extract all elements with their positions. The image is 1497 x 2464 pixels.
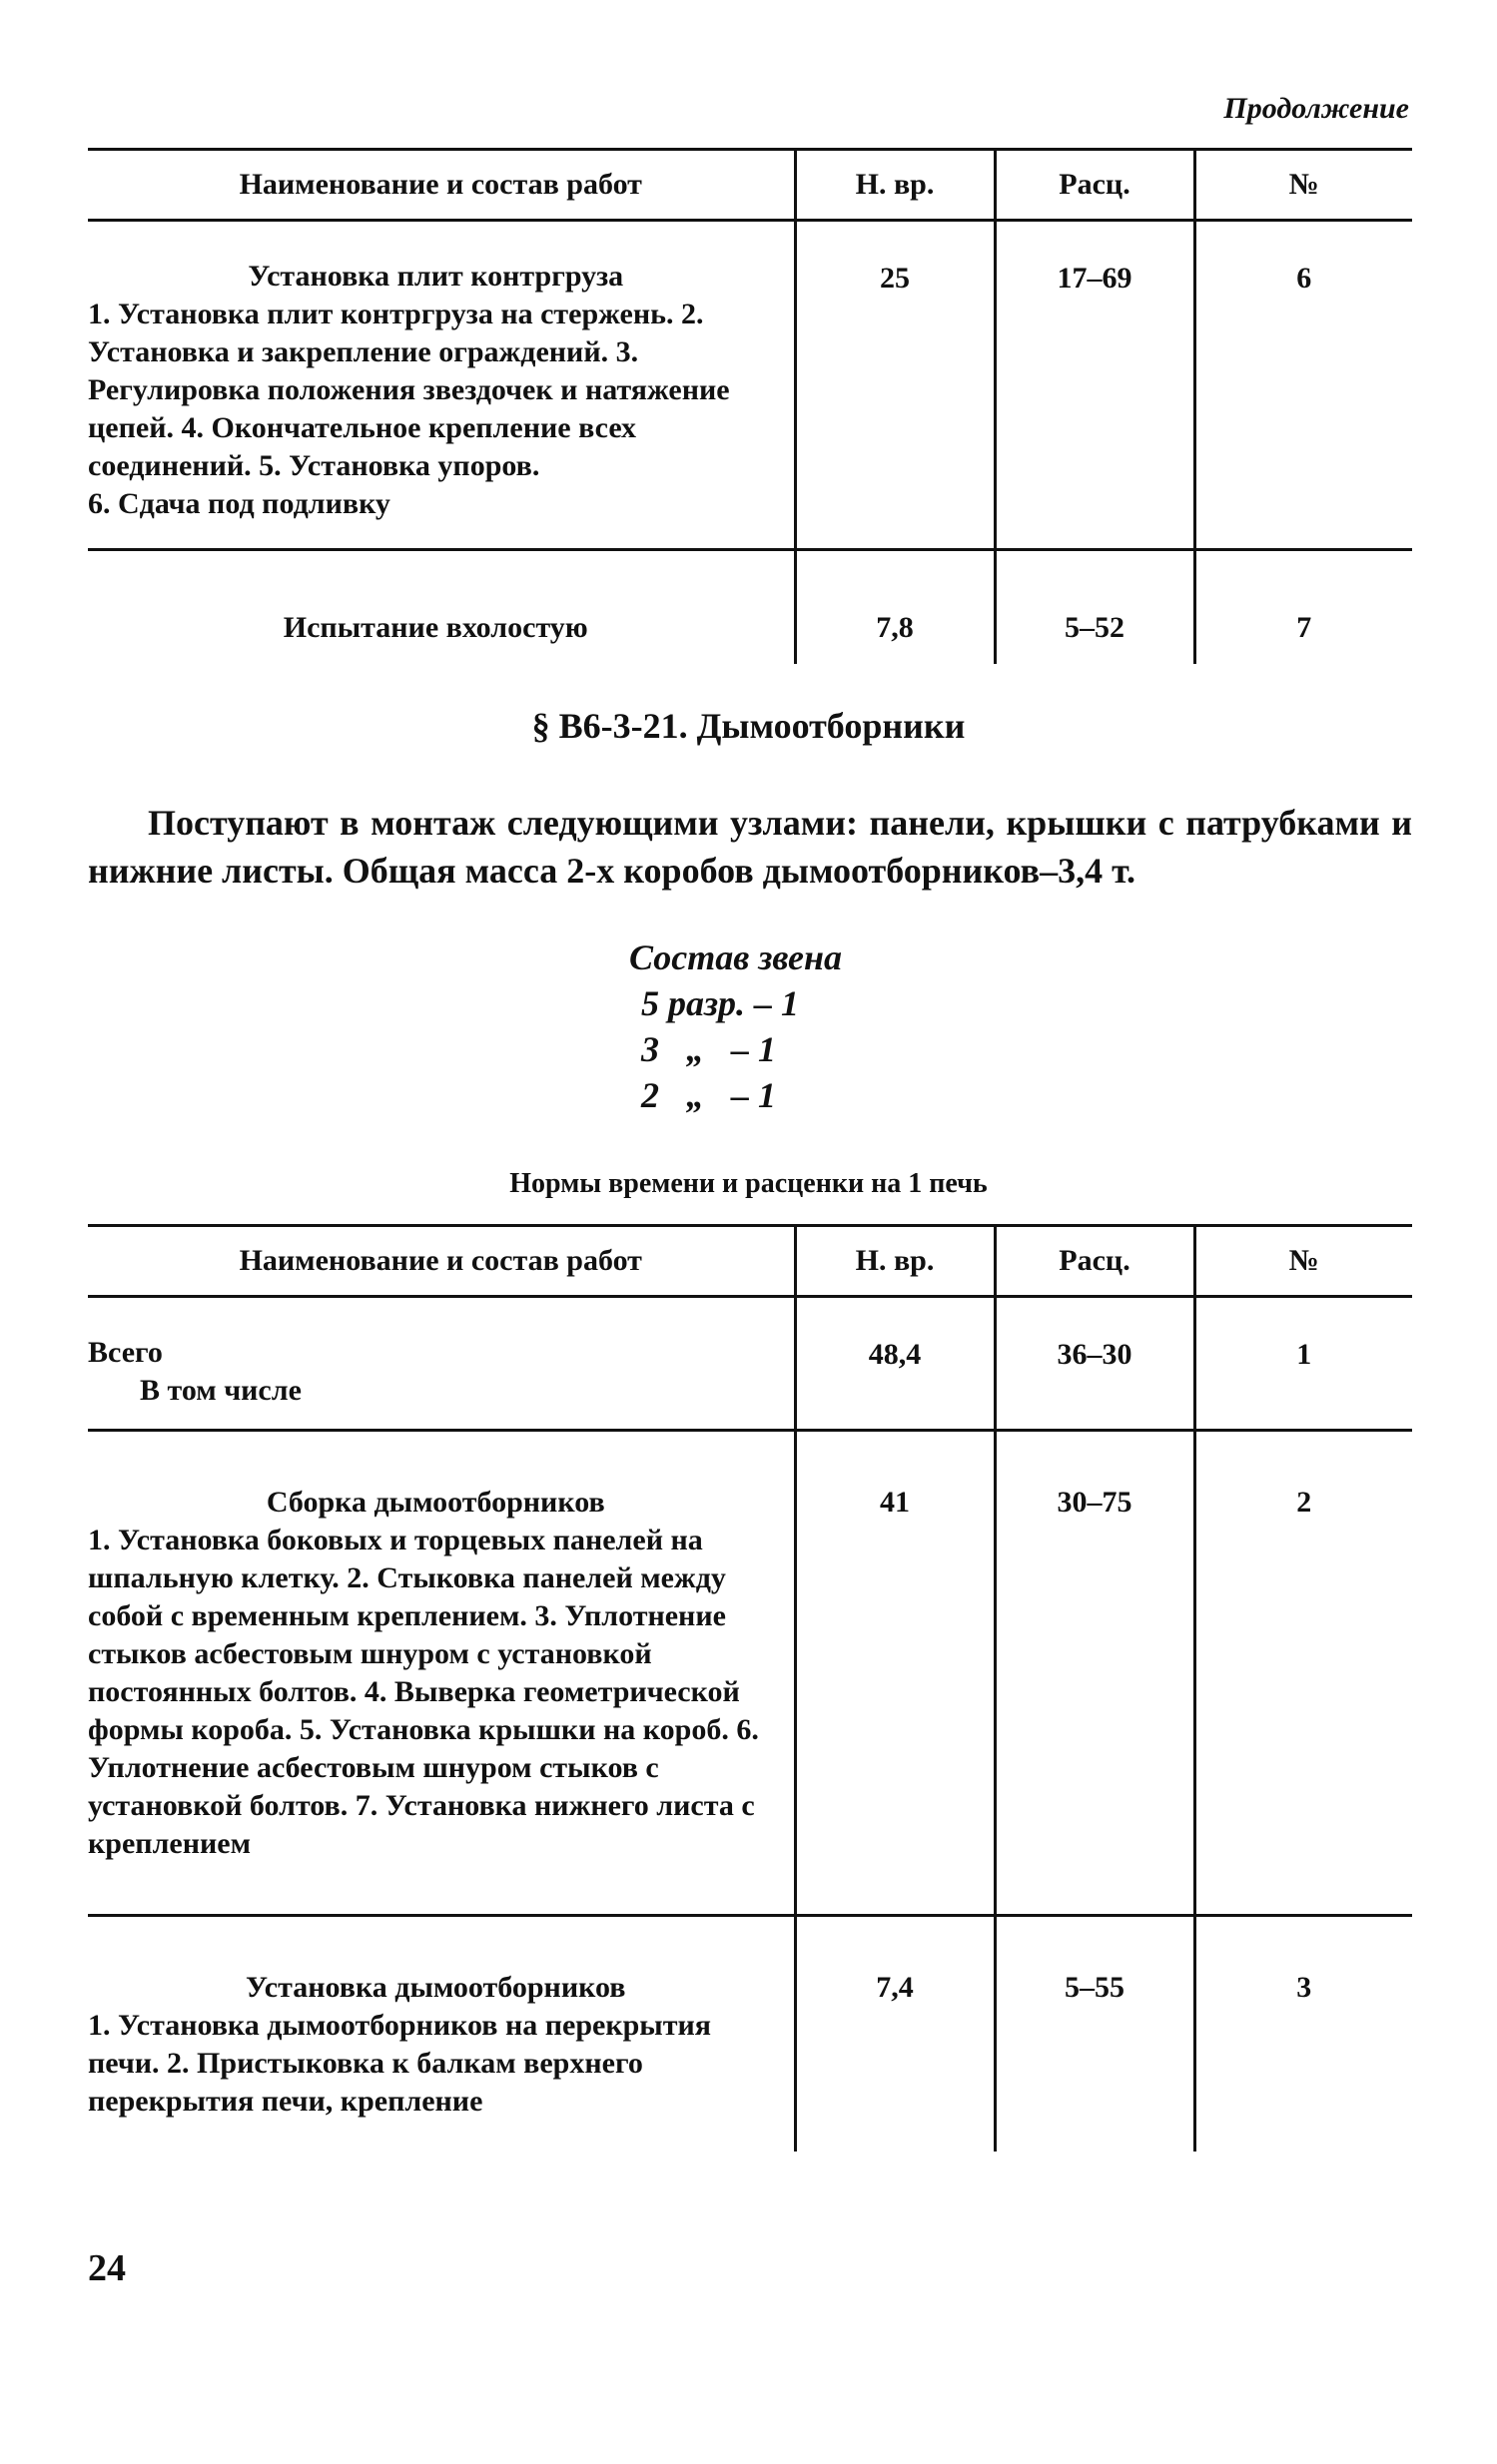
header-number: № (1194, 1226, 1412, 1297)
work-description-tail: 6. Сдача под подливку (88, 487, 390, 520)
rate-cell: 5–55 (995, 1916, 1194, 2152)
crew-line: 3 „ – 1 (641, 1029, 776, 1069)
number-cell: 7 (1194, 550, 1412, 664)
header-rate: Расц. (995, 1226, 1194, 1297)
table-row (88, 1431, 1412, 1916)
crew-composition (629, 934, 889, 1118)
table-header-row (88, 1226, 1412, 1297)
crew-title: Состав звена (629, 937, 842, 977)
time-norm-cell: 7,8 (795, 550, 995, 664)
number-cell: 3 (1194, 1916, 1412, 2152)
time-norm-cell: 25 (795, 221, 995, 550)
work-cell (88, 1916, 795, 2152)
section-title: § В6-3-21. Дымоотборники (531, 706, 966, 746)
time-norm-cell: 48,4 (795, 1297, 995, 1431)
number-cell: 2 (1194, 1431, 1412, 1916)
time-norm-cell: 7,4 (795, 1916, 995, 2152)
header-time-norm: Н. вр. (795, 1226, 995, 1297)
work-description: 1. Установка плит контргруза на стержень. 2. Установка и закрепление ограждений. 3. Регулировка положения звездочек и натяжение цепей. 4. Окончательное крепление всех соединений. 5. Установка упоров. (88, 298, 730, 482)
work-title: Установка дымоотборников (246, 1971, 626, 2004)
work-title: Установка плит контргруза (248, 260, 624, 293)
work-cell (88, 1431, 795, 1916)
header-name: Наименование и состав работ (88, 150, 795, 221)
work-description: 1. Установка дымоотборников на перекрытия печи. 2. Пристыковка к балкам верхнего перекрытия печи, крепление (88, 2009, 711, 2118)
work-cell (88, 221, 795, 550)
table-header-row (88, 150, 1412, 221)
subtotal-label: В том числе (140, 1374, 302, 1407)
header-time-norm: Н. вр. (795, 150, 995, 221)
page-number: 24 (88, 2247, 126, 2289)
header-name: Наименование и состав работ (88, 1226, 795, 1297)
intro-paragraph: Поступают в монтаж следующими узлами: панели, крышки с патрубками и нижние листы. Общая масса 2-х коробов дымоотборников–3,4 т. (88, 803, 1412, 891)
table-row (88, 1916, 1412, 2152)
work-description: 1. Установка боковых и торцевых панелей на шпальную клетку. 2. Стыковка панелей между собой с временным креплением. 3. Уплотнение стыков асбестовым шнуром с установкой постоянных болтов. 4. Выверка геометрической формы короба. 5. Установка крышки на короб. 6. Уплотнение асбестовым шнуром стыков с установкой болтов. 7. Установка нижнего листа с креплением (88, 1524, 759, 1860)
table-row (88, 550, 1412, 664)
work-title: Сборка дымоотборников (266, 1486, 605, 1519)
work-cell (88, 1297, 795, 1431)
work-cell (88, 550, 795, 664)
norms-table-continued (88, 148, 1412, 664)
rate-cell: 17–69 (995, 221, 1194, 550)
norms-table (88, 1224, 1412, 2152)
crew-line: 5 разр. – 1 (641, 983, 800, 1023)
table-caption: Нормы времени и расценки на 1 печь (509, 1168, 988, 1199)
total-label: Всего (88, 1336, 163, 1369)
time-norm-cell: 41 (795, 1431, 995, 1916)
work-title: Испытание вхолостую (283, 611, 588, 644)
rate-cell: 30–75 (995, 1431, 1194, 1916)
table-row (88, 221, 1412, 550)
rate-cell: 36–30 (995, 1297, 1194, 1431)
header-number: № (1194, 150, 1412, 221)
number-cell: 6 (1194, 221, 1412, 550)
header-rate: Расц. (995, 150, 1194, 221)
number-cell: 1 (1194, 1297, 1412, 1431)
crew-line: 2 „ – 1 (641, 1075, 776, 1115)
continued-label: Продолжение (1223, 92, 1409, 125)
rate-cell: 5–52 (995, 550, 1194, 664)
table-row (88, 1297, 1412, 1431)
